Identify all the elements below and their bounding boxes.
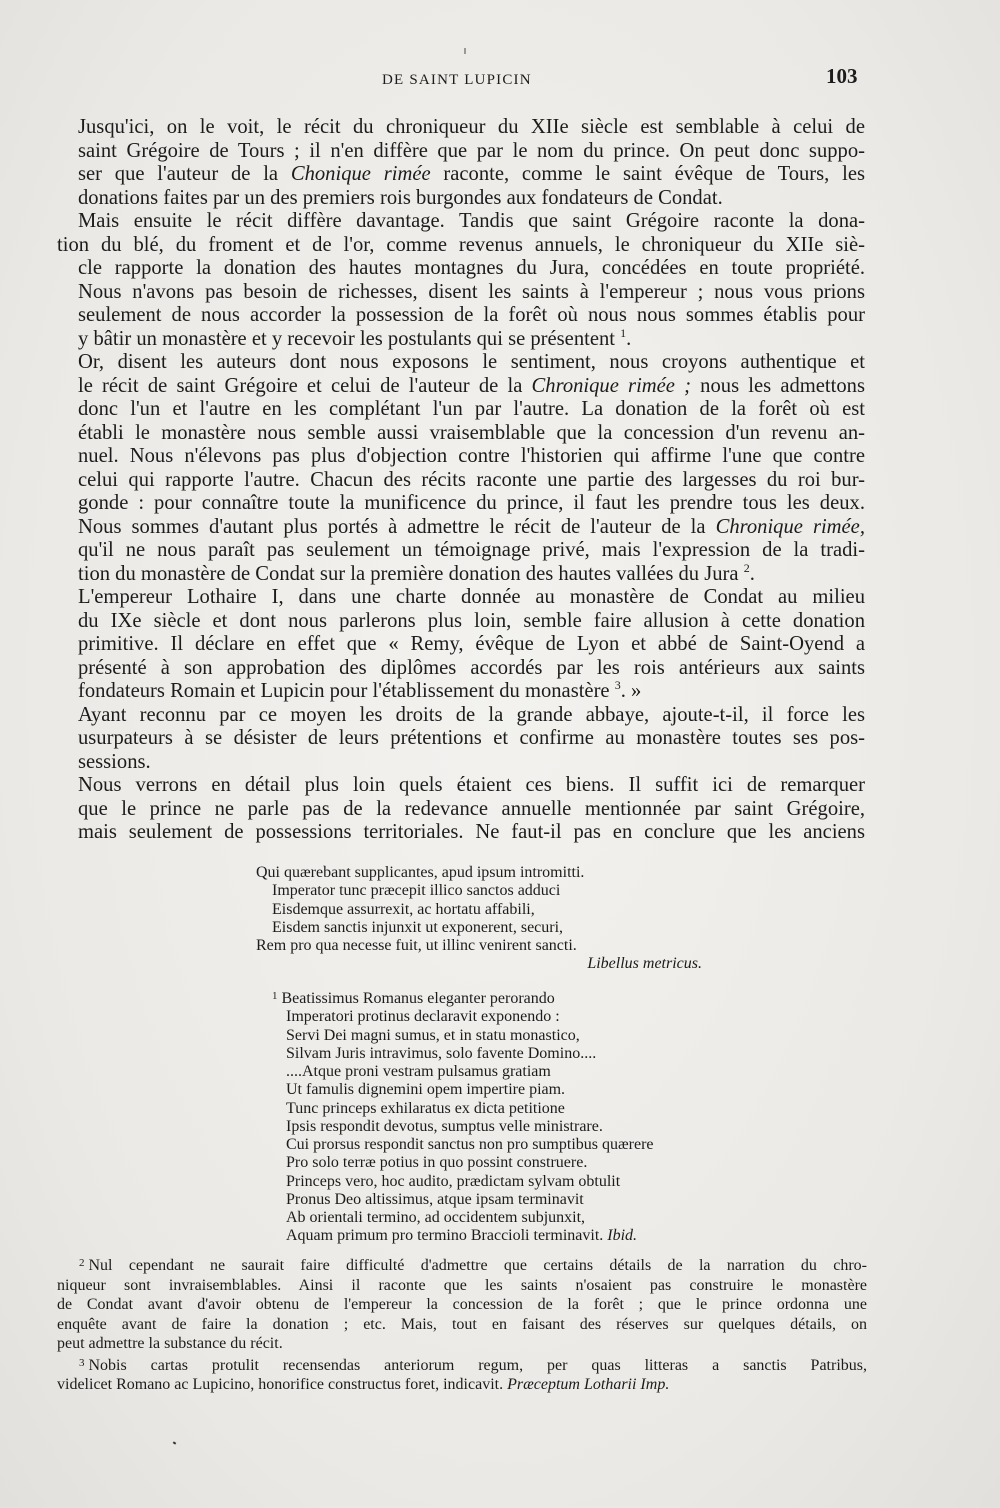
text-line: Jusqu'ici, on le voit, le récit du chroniqueur du XIIe siècle est semblable à celui de — [78, 116, 865, 138]
verse-line: Eisdemque assurrexit, ac hortatu affabili, — [272, 900, 535, 918]
text-span: ser que l'auteur de la — [78, 163, 279, 185]
text-line: L'empereur Lothaire I, dans une charte donnée au monastère de Condat au milieu — [78, 586, 865, 608]
verse-line: Silvam Juris intravimus, solo favente Domino.... — [286, 1044, 597, 1062]
italic-title: Chronique rimée ; — [531, 374, 691, 397]
text-line: saint Grégoire de Tours ; il n'en diffère que par le nom du prince. On peut donc suppo- — [78, 139, 865, 162]
text-line: seulement de nous accorder la possession de la forêt où nous nous sommes établis pour — [78, 304, 865, 326]
ink-speck — [464, 48, 466, 54]
text-line: peut admettre la substance du récit. — [57, 1335, 283, 1352]
paragraph-2 — [57, 210, 865, 351]
text-span: Nous sommes d'autant plus portés à admettre le récit de l'auteur de la — [78, 515, 706, 538]
verse-source: Libellus metricus. — [587, 955, 702, 973]
text-line: niqueur sont invraisemblables. Ainsi il raconte que les saints n'osaient pas construire le monastère — [57, 1276, 867, 1294]
verse-line: ....Atque proni vestram pulsamus gratiam — [286, 1063, 551, 1080]
text-span: videlicet Romano ac Lupicino, honorifice constructus foret, indicavit. — [57, 1376, 504, 1393]
footnote-2 — [57, 1254, 867, 1354]
verse-line: Ipsis respondit devotus, sumptus velle ministrare. — [286, 1117, 603, 1135]
text-line: celui qui rapporte l'autre. Chacun des récits raconte une partie des largesses du roi bur- — [78, 468, 865, 491]
text-span: fondateurs Romain et Lupicin pour l'établissement du monastère — [78, 680, 610, 702]
text-line: de Condat avant d'avoir obtenu de l'empereur la concession de la forêt ; que le prince ordonna une — [57, 1296, 867, 1313]
text-span: raconte, comme le saint évêque de Tours, les — [443, 163, 865, 185]
text-line: que le prince ne parle pas de la redevance annuelle mentionnée par saint Grégoire, — [78, 797, 865, 820]
verse-line: Imperator tunc præcepit illico sanctos adduci — [272, 882, 561, 900]
text-line: Nous verrons en détail plus loin quels étaient ces biens. Il suffit ici de remarquer — [78, 774, 865, 796]
text-line: Nous n'avons pas besoin de richesses, disent les saints à l'empereur ; nous vous prions — [78, 280, 865, 303]
latin-verse-quote — [256, 864, 702, 974]
text-span: y bâtir un monastère et y recevoir les postulants qui se présentent — [78, 327, 615, 350]
footnotes — [57, 1254, 867, 1395]
text-span: . — [749, 562, 755, 585]
text-span: Nobis cartas protulit recensendas anteriorum regum, per quas litteras a sanctis Patribus, — [88, 1356, 867, 1374]
verse-line: Eisdem sanctis injunxit ut exponerent, securi, — [272, 918, 564, 936]
text-line: donc l'un et l'autre en les complétant l'un par l'autre. La donation de la forêt où est — [78, 398, 865, 420]
footnote-marker: 2 — [79, 1257, 85, 1269]
footnote-ref: 2 — [743, 560, 750, 575]
text-line: enquête avant de faire la donation ; etc. Mais, tout en faisant des réserves sur quelques détails, on — [57, 1315, 867, 1333]
text-line — [57, 325, 865, 352]
text-line: sessions. — [78, 750, 151, 773]
text-line — [57, 1375, 867, 1395]
verse-line: Tunc princeps exhilaratus ex dicta petitione — [286, 1099, 565, 1117]
text-line: Ayant reconnu par ce moyen les droits de la grande abbaye, ajoute-t-il, il force les — [78, 703, 865, 726]
verse-source: Ibid. — [607, 1227, 638, 1245]
text-span: le récit de saint Grégoire et celui de l'auteur de la — [78, 374, 523, 397]
text-line: Mais ensuite le récit diffère davantage. Tandis que saint Grégoire raconte la dona- — [78, 210, 865, 232]
text-line — [57, 1254, 867, 1276]
citation-source: Præceptum Lotharii Imp. — [507, 1376, 670, 1393]
text-span: tion du monastère de Condat sur la première donation des hautes vallées du Jura — [78, 562, 739, 585]
text-line: présenté à son approbation des diplômes accordés par les rois antérieurs aux saints — [78, 656, 865, 679]
verse-line: Ab orientali termino, ad occidentem subjunxit, — [286, 1209, 586, 1226]
running-title: DE SAINT LUPICIN — [382, 72, 532, 88]
text-line — [57, 163, 865, 187]
text-line — [57, 1354, 867, 1376]
footnote-marker: 1 — [272, 990, 278, 1002]
verse-line — [272, 987, 654, 1008]
paragraph-1 — [57, 116, 865, 210]
page-number: 103 — [826, 64, 858, 88]
text-line: mais seulement de possessions territoriales. Ne faut-il pas en conclure que les anciens — [78, 821, 865, 843]
text-line: usurpateurs à se désister de leurs prétentions et confirme au monastère toutes ses pos- — [78, 727, 865, 749]
text-line: établi le monastère nous semble aussi vraisemblable que la concession d'un revenu an- — [78, 421, 865, 444]
paragraph-4 — [57, 586, 865, 704]
text-line: gonde : pour connaître toute la munificence du prince, il faut les prendre tous les deux. — [78, 492, 865, 514]
text-line: tion du blé, du froment et de l'or, comme revenus annuels, le chroniqueur du XIIe siè- — [57, 233, 865, 256]
text-span: nous les admettons — [700, 374, 865, 397]
verse-line: Imperatori protinus declaravit exponendo : — [286, 1008, 560, 1026]
paragraph-5 — [57, 704, 865, 775]
text-line: du IXe siècle et dont nous parlerons plus loin, semble faire allusion à cette donation — [78, 609, 865, 632]
main-text — [57, 116, 865, 845]
footnote-marker: 3 — [79, 1356, 85, 1369]
verse-line: Ut famulis dignemini opem impertire piam. — [286, 1081, 566, 1099]
paragraph-6 — [57, 774, 865, 845]
text-line: Or, disent les auteurs dont nous exposons le sentiment, nous croyons authentique et — [78, 351, 865, 373]
ink-speck — [173, 1441, 177, 1444]
text-span: Nul cependant ne saurait faire difficulté d'admettre que certains détails de la narration du chro- — [88, 1257, 867, 1274]
text-line: primitive. Il déclare en effet que « Remy, évêque de Lyon et abbé de Saint-Oyend a — [78, 633, 865, 655]
text-span: Aquam primum pro termino Braccioli terminavit. — [286, 1227, 604, 1245]
text-line: cle rapporte la donation des hautes montagnes du Jura, concédées en toute propriété. — [78, 257, 865, 279]
verse-line — [272, 1227, 654, 1245]
verse-line: Cui prorsus respondit sanctus non pro sumptibus quærere — [286, 1136, 654, 1153]
text-line — [57, 680, 865, 704]
footnote-3 — [57, 1354, 867, 1395]
verse-line: Rem pro qua necesse fuit, ut illinc venirent sancti. — [256, 937, 577, 955]
verse-line: Qui quærebant supplicantes, apud ipsum intromitti. — [256, 864, 585, 881]
footnote-ref: 1 — [620, 325, 627, 340]
text-span: Beatissimus Romanus eleganter perorando — [281, 990, 555, 1007]
verse-line: Pro solo terræ potius in quo possint construere. — [286, 1154, 588, 1172]
italic-title: Chonique rimée — [290, 163, 431, 185]
text-line: qu'il ne nous paraît pas seulement un témoignage privé, mais l'expression de la tradi- — [78, 539, 865, 561]
footnote-ref: 3 — [614, 678, 621, 693]
text-line: donations faites par un des premiers rois burgondes aux fondateurs de Condat. — [78, 186, 723, 209]
italic-title: Chronique rimée, — [715, 515, 865, 538]
text-span: . — [626, 327, 632, 350]
paragraph-3 — [57, 351, 865, 586]
footnote-1-verse — [272, 987, 654, 1246]
text-line — [57, 560, 865, 587]
text-line: nuel. Nous n'élevons pas plus d'objection contre l'historien qui affirme l'une que contre — [78, 445, 865, 467]
text-line — [57, 516, 865, 540]
text-span: . » — [620, 680, 642, 702]
text-line — [57, 375, 865, 399]
verse-line: Pronus Deo altissimus, atque ipsam terminavit — [286, 1190, 584, 1208]
verse-line: Servi Dei magni sumus, et in statu monastico, — [286, 1026, 580, 1044]
verse-line: Princeps vero, hoc audito, prædictam sylvam obtulit — [286, 1172, 621, 1190]
